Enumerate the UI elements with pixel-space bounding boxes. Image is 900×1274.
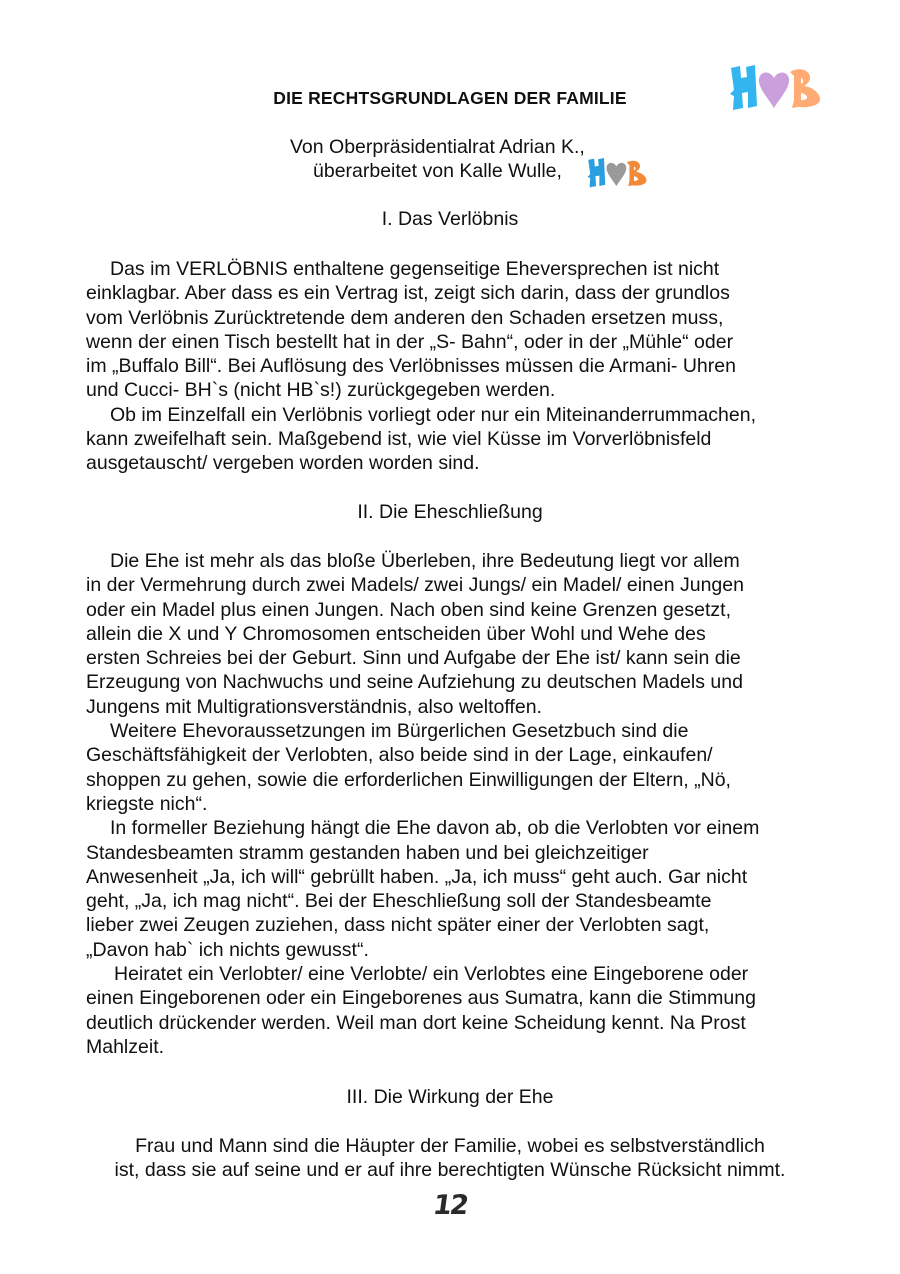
logo-small-letter-h [588,158,606,187]
text-line: vom Verlöbnis Zurücktretende dem anderen den Schaden ersetzen muss, [86,306,724,329]
text-line: ausgetauscht/ vergeben worden worden sind. [86,452,480,475]
text-line: einen Eingeborenen oder ein Eingeborenes aus Sumatra, kann die Stimmung [86,987,756,1010]
text-line: shoppen zu gehen, sowie die erforderlichen Einwilligungen der Eltern, „Nö, [86,768,731,791]
text-line: Erzeugung von Nachwuchs und seine Aufziehung zu deutschen Madels und [86,671,743,694]
section-body-verloebnis [86,257,814,476]
section-heading-wirkung-der-ehe: III. Die Wirkung der Ehe [346,1086,554,1108]
paragraph [86,816,814,962]
text-line: wenn der einen Tisch bestellt hat in der „S- Bahn“, oder in der „Mühle“ oder [86,330,734,353]
text-line: Jungens mit Multigrationsverständnis, also weltoffen. [86,695,542,718]
text-line: einklagbar. Aber dass es ein Vertrag ist, zeigt sich darin, dass der grundlos [86,282,730,305]
section-body-wirkung-der-ehe [86,1134,814,1183]
text-line: Frau und Mann sind die Häupter der Familie, wobei es selbstverständlich [135,1135,765,1157]
text-line: Das im VERLÖBNIS enthaltene gegenseitige Eheversprechen ist nicht [110,258,720,280]
text-line: Anwesenheit „Ja, ich will“ gebrüllt haben. „Ja, ich muss“ geht auch. Gar nicht [86,865,748,888]
logo-heart [759,72,789,108]
document-title-text: DIE RECHTSGRUNDLAGEN DER FAMILIE [273,88,627,108]
text-line: Die Ehe ist mehr als das bloße Überleben, ihre Bedeutung liegt vor allem [110,550,740,572]
paragraph [86,257,814,403]
text-line: Ob im Einzelfall ein Verlöbnis vorliegt oder nur ein Miteinanderrummachen, [110,403,756,426]
text-line: und Cucci- BH`s (nicht HB`s!) zurückgegeben werden. [86,379,556,402]
byline-editor: überarbeitet von Kalle Wulle, [313,160,562,182]
logo-letter-h [730,65,757,110]
hvb-logo-small [586,156,652,190]
text-line: allein die X und Y Chromosomen entscheiden über Wohl und Wehe des [86,622,706,645]
text-line: Mahlzeit. [86,1035,165,1058]
text-line: In formeller Beziehung hängt die Ehe davon ab, ob die Verlobten vor einem [110,817,760,840]
page-number: 12 [431,1190,469,1221]
section-body-eheschliessung [86,549,814,1059]
paragraph [86,549,814,719]
text-line: geht, „Ja, ich mag nicht“. Bei der Eheschließung soll der Standesbeamte [86,890,712,913]
section-heading-verloebnis: I. Das Verlöbnis [381,208,519,230]
text-line: kriegste nich“. [86,792,208,815]
paragraph [86,403,814,476]
text-line: Standesbeamten stramm gestanden haben und bei gleichzeitiger [86,841,649,864]
byline-author: Von Oberpräsidentialrat Adrian K., [290,136,585,158]
text-line: im „Buffalo Bill“. Bei Auflösung des Verlöbnisses müssen die Armani- Uhren [86,355,736,378]
logo-small-heart [607,163,627,186]
text-line: ist, dass sie auf seine und er auf ihre berechtigten Wünsche Rücksicht nimmt. [114,1159,786,1182]
paragraph [86,962,814,1059]
text-line: Weitere Ehevoraussetzungen im Bürgerlichen Gesetzbuch sind die [110,720,689,743]
logo-small-letter-b [627,161,647,186]
text-line: Heiratet ein Verlobter/ eine Verlobte/ ein Verlobtes eine Eingeborene oder [114,963,749,986]
text-line: deutlich drückender werden. Weil man dort keine Scheidung kennt. Na Prost [86,1011,746,1034]
paragraph [86,1134,814,1183]
text-line: ersten Schreies bei der Geburt. Sinn und Aufgabe der Ehe ist/ kann sein die [86,647,741,670]
text-line: „Davon hab` ich nichts gewusst“. [86,938,369,961]
text-line: kann zweifelhaft sein. Maßgebend ist, wie viel Küsse im Vorverlöbnisfeld [86,428,712,451]
text-line: Geschäftsfähigkeit der Verlobten, also beide sind in der Lage, einkaufen/ [86,744,713,767]
hvb-logo [728,62,828,114]
paragraph [86,719,814,816]
section-heading-eheschliessung: II. Die Eheschließung [357,501,543,523]
text-line: in der Vermehrung durch zwei Madels/ zwei Jungs/ ein Madel/ einen Jungen [86,574,744,597]
logo-letter-b [790,69,820,108]
text-line: lieber zwei Zeugen zuziehen, dass nicht später einer der Verlobten sagt, [86,914,710,937]
text-line: oder ein Madel plus einen Jungen. Nach oben sind keine Grenzen gesetzt, [86,598,732,621]
